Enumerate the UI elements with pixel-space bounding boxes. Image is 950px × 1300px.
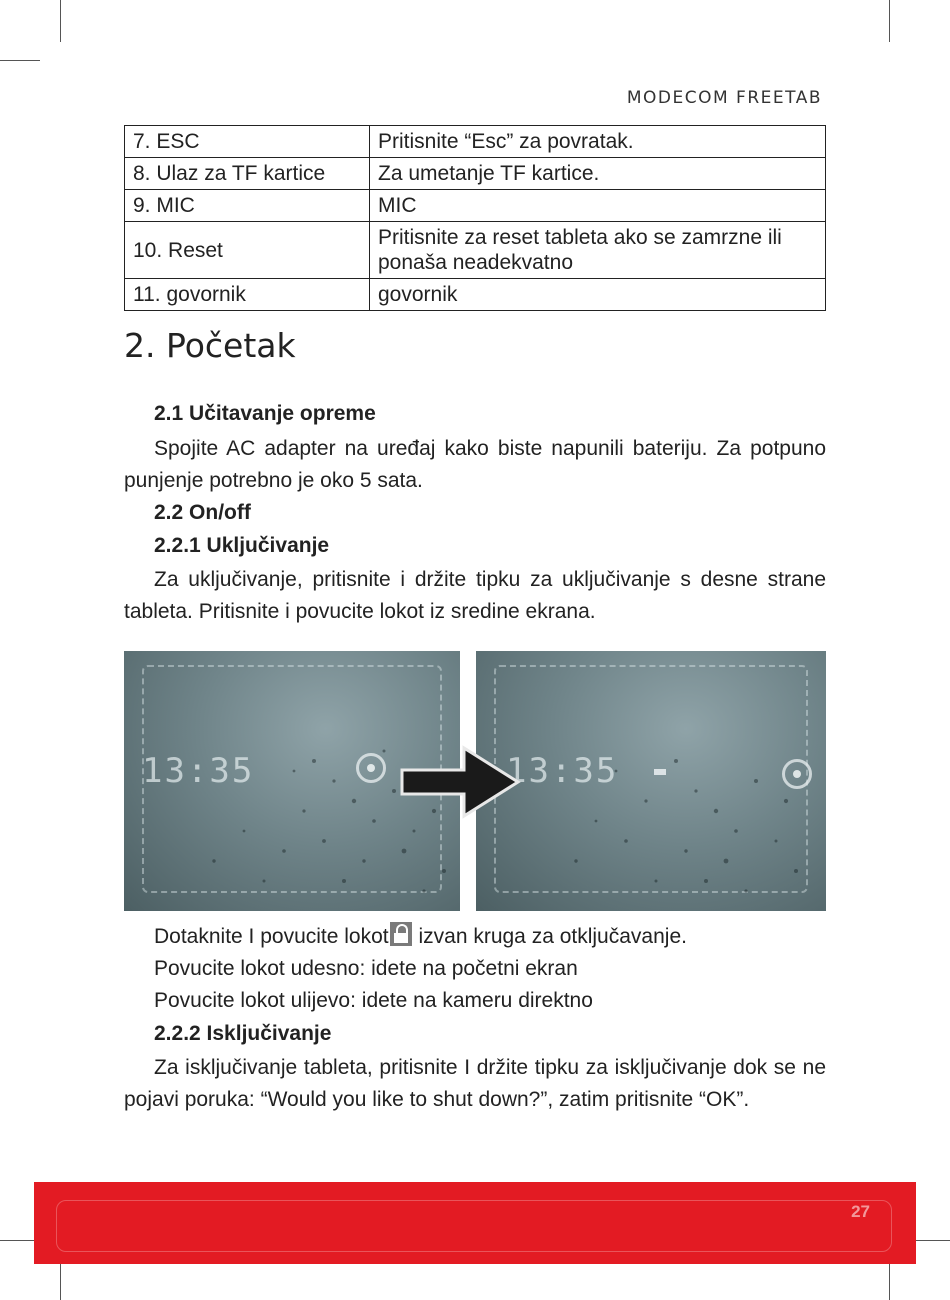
crop-mark bbox=[0, 60, 40, 61]
running-header: MODECOM FREETAB bbox=[626, 88, 822, 108]
heading-2-2: 2.2 On/off bbox=[154, 501, 251, 524]
crop-mark bbox=[60, 1262, 61, 1300]
arrow-right-icon bbox=[400, 740, 530, 820]
section-title: 2. Početak bbox=[124, 326, 296, 365]
crop-mark bbox=[60, 0, 61, 42]
page-number: 27 bbox=[851, 1202, 870, 1221]
instruction-line-3: Povucite lokot ulijevo: idete na kameru direktno bbox=[154, 989, 593, 1012]
crop-mark bbox=[889, 0, 890, 42]
paragraph-2-2-1: Za uključivanje, pritisnite i držite tipku za uključivanje s desne strane tableta. Pritisnite i povucite lokot iz sredine ekrana. bbox=[124, 568, 826, 623]
table-row bbox=[125, 126, 826, 158]
paragraph-2-2-2: Za isključivanje tableta, pritisnite I držite tipku za isključivanje dok se ne pojavi poruka: “Would you like to shut down?”, zatim pritisnite “OK”. bbox=[124, 1056, 826, 1111]
table-cell-desc: Pritisnite za reset tableta ako se zamrzne ili ponaša neadekvatno bbox=[370, 222, 826, 279]
table-cell-label: 8. Ulaz za TF kartice bbox=[125, 158, 370, 190]
table-cell-desc: Za umetanje TF kartice. bbox=[370, 158, 826, 190]
table-cell-desc: MIC bbox=[370, 190, 826, 222]
instruction-line-1 bbox=[154, 921, 687, 953]
table-cell-label: 7. ESC bbox=[125, 126, 370, 158]
lockscreen-clock: 13:35 bbox=[142, 751, 255, 791]
instruction-text: izvan kruga za otključavanje. bbox=[412, 925, 687, 948]
heading-2-1: 2.1 Učitavanje opreme bbox=[154, 402, 376, 425]
footer-band bbox=[34, 1182, 916, 1264]
table-cell-desc: Pritisnite “Esc” za povratak. bbox=[370, 126, 826, 158]
table-row bbox=[125, 279, 826, 311]
table-cell-label: 9. MIC bbox=[125, 190, 370, 222]
footer-inner-frame bbox=[56, 1200, 892, 1252]
lock-dot bbox=[654, 769, 666, 775]
lock-icon bbox=[390, 922, 412, 946]
table-cell-label: 10. Reset bbox=[125, 222, 370, 279]
table-cell-label: 11. govornik bbox=[125, 279, 370, 311]
lock-ring-icon bbox=[782, 759, 812, 789]
table-row bbox=[125, 190, 826, 222]
heading-2-2-1: 2.2.1 Uključivanje bbox=[154, 534, 330, 557]
lock-ring-icon bbox=[356, 753, 386, 783]
table-cell-desc: govornik bbox=[370, 279, 826, 311]
paragraph-2-1: Spojite AC adapter na uređaj kako biste napunili bateriju. Za potpuno punjenje potrebno je oko 5 sata. bbox=[124, 437, 826, 492]
crop-mark bbox=[910, 1240, 950, 1241]
feature-table bbox=[124, 125, 826, 311]
heading-2-2-2: 2.2.2 Isključivanje bbox=[154, 1022, 332, 1045]
instruction-text: Dotaknite I povucite lokot bbox=[154, 925, 389, 948]
table-row bbox=[125, 222, 826, 279]
lockscreen-clock: 13:35 bbox=[506, 751, 619, 791]
table-row bbox=[125, 158, 826, 190]
crop-mark bbox=[889, 1262, 890, 1300]
instruction-line-2: Povucite lokot udesno: idete na početni ekran bbox=[154, 957, 578, 980]
